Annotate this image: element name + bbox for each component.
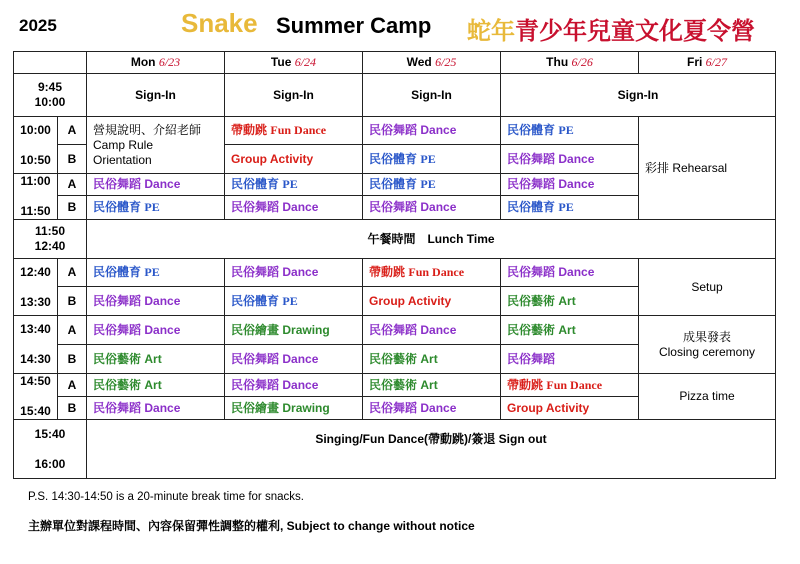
slot1-a-row	[14, 117, 776, 145]
schedule-table	[13, 51, 776, 479]
slot1-a-wed: 民俗舞蹈 Dance	[363, 117, 501, 145]
signin-thu-fri: Sign-In	[501, 74, 776, 117]
group-label: A	[58, 316, 87, 345]
slot3-a-mon: 民俗體育 PE	[87, 259, 225, 287]
slot2-b-wed: 民俗舞蹈 Dance	[363, 196, 501, 220]
slot5-b-tue: 民俗繪畫 Drawing	[225, 397, 363, 420]
slot2-a-thu: 民俗舞蹈 Dance	[501, 174, 639, 196]
slot2-a-tue: 民俗體育 PE	[225, 174, 363, 196]
signin-tue: Sign-In	[225, 74, 363, 117]
day-header-row	[14, 52, 776, 74]
slot3-fri: Setup	[639, 259, 776, 316]
time-slot4: 13:40 14:30	[14, 316, 58, 374]
time-slot5: 14:50 15:40	[14, 374, 58, 420]
slot4-b-mon: 民俗藝術 Art	[87, 345, 225, 374]
group-label: B	[58, 196, 87, 220]
lunch-row	[14, 220, 776, 259]
slot1-a-tue: 帶動跳 Fun Dance	[225, 117, 363, 145]
slot5-fri: Pizza time	[639, 374, 776, 420]
slot3-a-row	[14, 259, 776, 287]
slot2-b-tue: 民俗舞蹈 Dance	[225, 196, 363, 220]
day-mon: Mon 6/23	[87, 52, 225, 74]
header	[0, 0, 800, 48]
year: 2025	[19, 16, 57, 35]
group-label: B	[58, 145, 87, 174]
title-chinese: 蛇年青少年兒童文化夏令營	[467, 18, 755, 45]
slot1-a-thu: 民俗體育 PE	[501, 117, 639, 145]
slot4-a-wed: 民俗舞蹈 Dance	[363, 316, 501, 345]
day-fri: Fri 6/27	[639, 52, 776, 74]
slot4-b-tue: 民俗舞蹈 Dance	[225, 345, 363, 374]
slot4-a-mon: 民俗舞蹈 Dance	[87, 316, 225, 345]
group-label: A	[58, 117, 87, 145]
slot5-a-tue: 民俗舞蹈 Dance	[225, 374, 363, 397]
slot3-b-mon: 民俗舞蹈 Dance	[87, 287, 225, 316]
slot3-b-thu: 民俗藝術 Art	[501, 287, 639, 316]
slot5-a-mon: 民俗藝術 Art	[87, 374, 225, 397]
day-thu: Thu 6/26	[501, 52, 639, 74]
slot5-a-wed: 民俗藝術 Art	[363, 374, 501, 397]
time-ending: 15:40 16:00	[14, 420, 87, 479]
slot4-a-tue: 民俗繪畫 Drawing	[225, 316, 363, 345]
time-lunch: 11:50 12:40	[14, 220, 87, 259]
signin-mon: Sign-In	[87, 74, 225, 117]
slot4-a-thu: 民俗藝術 Art	[501, 316, 639, 345]
slot5-a-row	[14, 374, 776, 397]
group-label: A	[58, 374, 87, 397]
slot3-a-thu: 民俗舞蹈 Dance	[501, 259, 639, 287]
slot1-mon: 營規說明、介紹老師 Camp Rule Orientation	[87, 117, 225, 174]
break-note: P.S. 14:30-14:50 is a 20-minute break time for snacks.	[28, 491, 304, 503]
ending-row	[14, 420, 776, 479]
slot5-b-wed: 民俗舞蹈 Dance	[363, 397, 501, 420]
slot2-b-thu: 民俗體育 PE	[501, 196, 639, 220]
slot3-b-wed: Group Activity	[363, 287, 501, 316]
slot4-b-wed: 民俗藝術 Art	[363, 345, 501, 374]
slot4-fri: 成果發表 Closing ceremony	[639, 316, 776, 374]
group-label: B	[58, 397, 87, 420]
time-slot3: 12:40 13:30	[14, 259, 58, 316]
title-snake: Snake	[181, 8, 258, 38]
group-label: A	[58, 174, 87, 196]
lunch-label: 午餐時間 Lunch Time	[87, 220, 776, 259]
group-label: B	[58, 287, 87, 316]
slot1-b-tue: Group Activity	[225, 145, 363, 174]
group-label: B	[58, 345, 87, 374]
time-slot1: 10:00 10:50	[14, 117, 58, 174]
slot3-a-tue: 民俗舞蹈 Dance	[225, 259, 363, 287]
slot5-a-thu: 帶動跳 Fun Dance	[501, 374, 639, 397]
slot5-b-mon: 民俗舞蹈 Dance	[87, 397, 225, 420]
time-signin: 9:45 10:00	[14, 74, 87, 117]
group-label: A	[58, 259, 87, 287]
slot5-b-thu: Group Activity	[501, 397, 639, 420]
title-summer-camp: Summer Camp	[276, 13, 432, 38]
slot2-b-mon: 民俗體育 PE	[87, 196, 225, 220]
slot2-a-wed: 民俗體育 PE	[363, 174, 501, 196]
slot3-b-tue: 民俗體育 PE	[225, 287, 363, 316]
day-wed: Wed 6/25	[363, 52, 501, 74]
day-tue: Tue 6/24	[225, 52, 363, 74]
slot3-a-wed: 帶動跳 Fun Dance	[363, 259, 501, 287]
slot1-b-thu: 民俗舞蹈 Dance	[501, 145, 639, 174]
slot4-b-thu: 民俗舞蹈	[501, 345, 639, 374]
signin-row	[14, 74, 776, 117]
slot2-a-mon: 民俗舞蹈 Dance	[87, 174, 225, 196]
ending-label: Singing/Fun Dance(帶動跳)/簽退 Sign out	[87, 420, 776, 479]
change-notice: 主辦單位對課程時間、內容保留彈性調整的權利, Subject to change without notice	[28, 519, 475, 533]
slot1-b-wed: 民俗體育 PE	[363, 145, 501, 174]
time-slot2: 11:00 11:50	[14, 174, 58, 220]
slot1-fri: 彩排 Rehearsal	[639, 117, 776, 220]
slot4-a-row	[14, 316, 776, 345]
signin-wed: Sign-In	[363, 74, 501, 117]
